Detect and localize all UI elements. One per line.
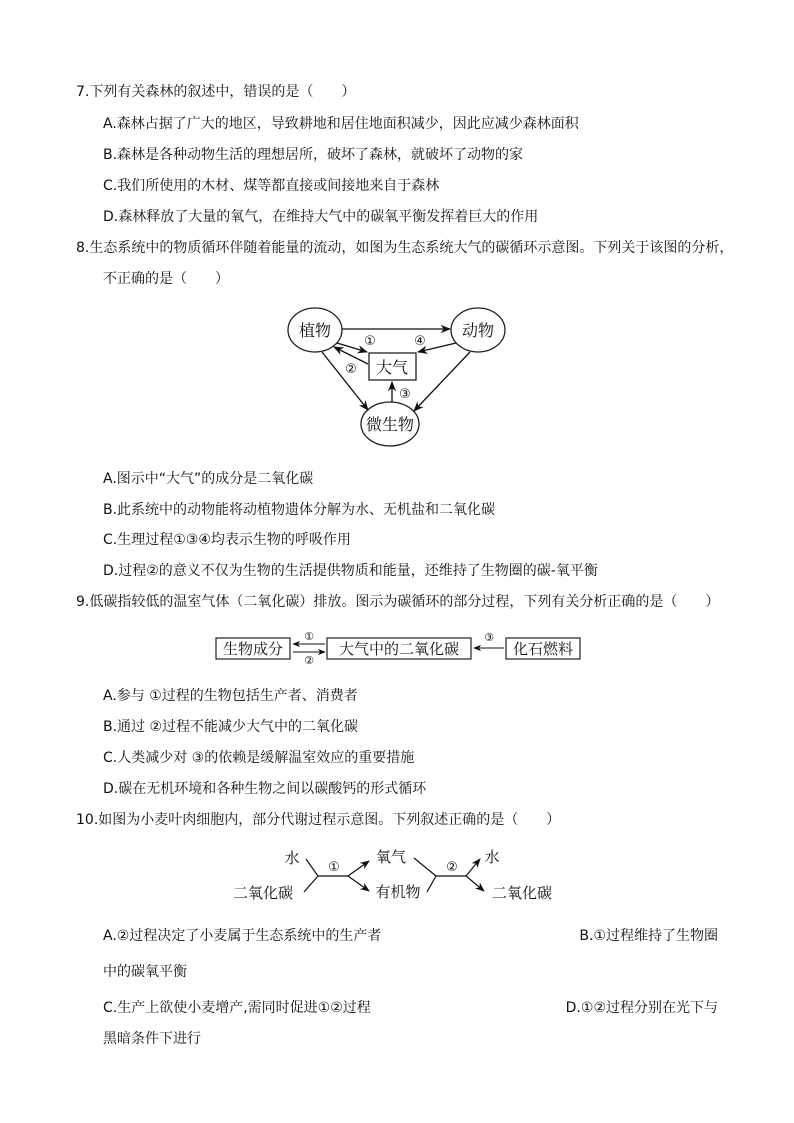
arrow-to-organic (348, 876, 369, 891)
arrow-animal-to-microbe (414, 352, 470, 411)
q10-option-d-line1: D.①②过程分别在光下与 (565, 1000, 718, 1016)
q10-option-d-line2: 黑暗条件下进行 (103, 1031, 201, 1047)
line-oxygen-in (414, 858, 436, 876)
q7-option-d: D.森林释放了大量的氧气，在维持大气中的碳氧平衡发挥着巨大的作用 (103, 209, 539, 225)
co2-label: 大气中的二氧化碳 (338, 640, 460, 658)
q10-option-a: A.②过程决定了小麦属于生态系统中的生产者 (103, 928, 382, 944)
water-out-label: 水 (484, 848, 500, 866)
line-co2-in (304, 876, 318, 892)
atmosphere-label: 大气 (375, 358, 409, 377)
q7-stem: 7.下列有关森林的叙述中，错误的是（ ） (76, 84, 356, 100)
q8-diagram (288, 308, 505, 446)
label-q10-2: ② (446, 860, 458, 875)
q8-stem-line1: 8.生态系统中的物质循环伴随着能量的流动，如图为生态系统大气的碳循环示意图。下列关于该图的分析， (76, 240, 734, 256)
q9-diagram (216, 630, 580, 667)
co2-in-label: 二氧化碳 (232, 884, 294, 902)
q10-diagram (233, 848, 552, 902)
q7-option-a: A.森林占据了广大的地区，导致耕地和居住地面积减少，因此应减少森林面积 (103, 116, 579, 132)
label-4: ④ (414, 334, 426, 349)
q8-stem-line2: 不正确的是（ ） (103, 271, 229, 287)
organic-label: 有机物 (375, 883, 421, 901)
q10-option-b-line2: 中的碳氧平衡 (103, 964, 187, 980)
q9-option-b: B.通过 ②过程不能减少大气中的二氧化碳 (103, 719, 359, 735)
oxygen-label: 氧气 (375, 848, 407, 866)
microbe-label: 微生物 (365, 415, 415, 434)
q7-option-c: C.我们所使用的木材、煤等都直接或间接地来自于森林 (103, 178, 440, 194)
q9-stem: 9.低碳指较低的温室气体（二氧化碳）排放。图示为碳循环的部分过程，下列有关分析正确的是（ ） (76, 594, 720, 610)
label-q9-2: ② (304, 654, 314, 667)
q10-option-b-line1: B.①过程维持了生物圈 (579, 928, 718, 944)
q7-option-b: B.森林是各种动物生活的理想居所，破坏了森林，就破坏了动物的家 (103, 147, 524, 163)
q9-option-a: A.参与 ①过程的生物包括生产者、消费者 (103, 688, 358, 704)
q9-option-c: C.人类减少对 ③的依赖是缓解温室效应的重要措施 (103, 750, 415, 766)
label-q9-1: ① (304, 630, 314, 643)
water-in-label: 水 (284, 849, 300, 867)
line-organic-in (427, 876, 436, 892)
label-q9-3: ③ (484, 631, 494, 644)
plant-label: 植物 (298, 321, 332, 340)
q10-stem: 10.如图为小麦叶肉细胞内，部分代谢过程示意图。下列叙述正确的是（ ） (76, 812, 561, 828)
q8-option-a: A.图示中“大气”的成分是二氧化碳 (103, 471, 314, 487)
fossil-label: 化石燃料 (512, 640, 574, 658)
q10-option-c: C.生产上欲使小麦增产,需同时促进①②过程 (103, 1000, 371, 1016)
arrow-to-oxygen (348, 861, 369, 876)
arrow-to-co2 (466, 876, 484, 891)
line-water-in (306, 859, 318, 876)
label-q10-1: ① (328, 860, 340, 875)
q8-option-c: C.生理过程①③④均表示生物的呼吸作用 (103, 532, 351, 548)
arrow-to-water (466, 859, 480, 876)
label-1: ① (364, 334, 376, 349)
animal-label: 动物 (461, 321, 495, 340)
co2-out-label: 二氧化碳 (491, 884, 553, 902)
bio-label: 生物成分 (222, 640, 284, 658)
label-2: ② (345, 362, 357, 377)
q9-option-d: D.碳在无机环境和各种生物之间以碳酸钙的形式循环 (103, 781, 427, 797)
label-3: ③ (399, 387, 411, 402)
q8-option-b: B.此系统中的动物能将动植物遗体分解为水、无机盐和二氧化碳 (103, 502, 496, 518)
q8-option-d: D.过程②的意义不仅为生物的生活提供物质和能量，还维持了生物圈的碳-氧平衡 (103, 563, 598, 579)
